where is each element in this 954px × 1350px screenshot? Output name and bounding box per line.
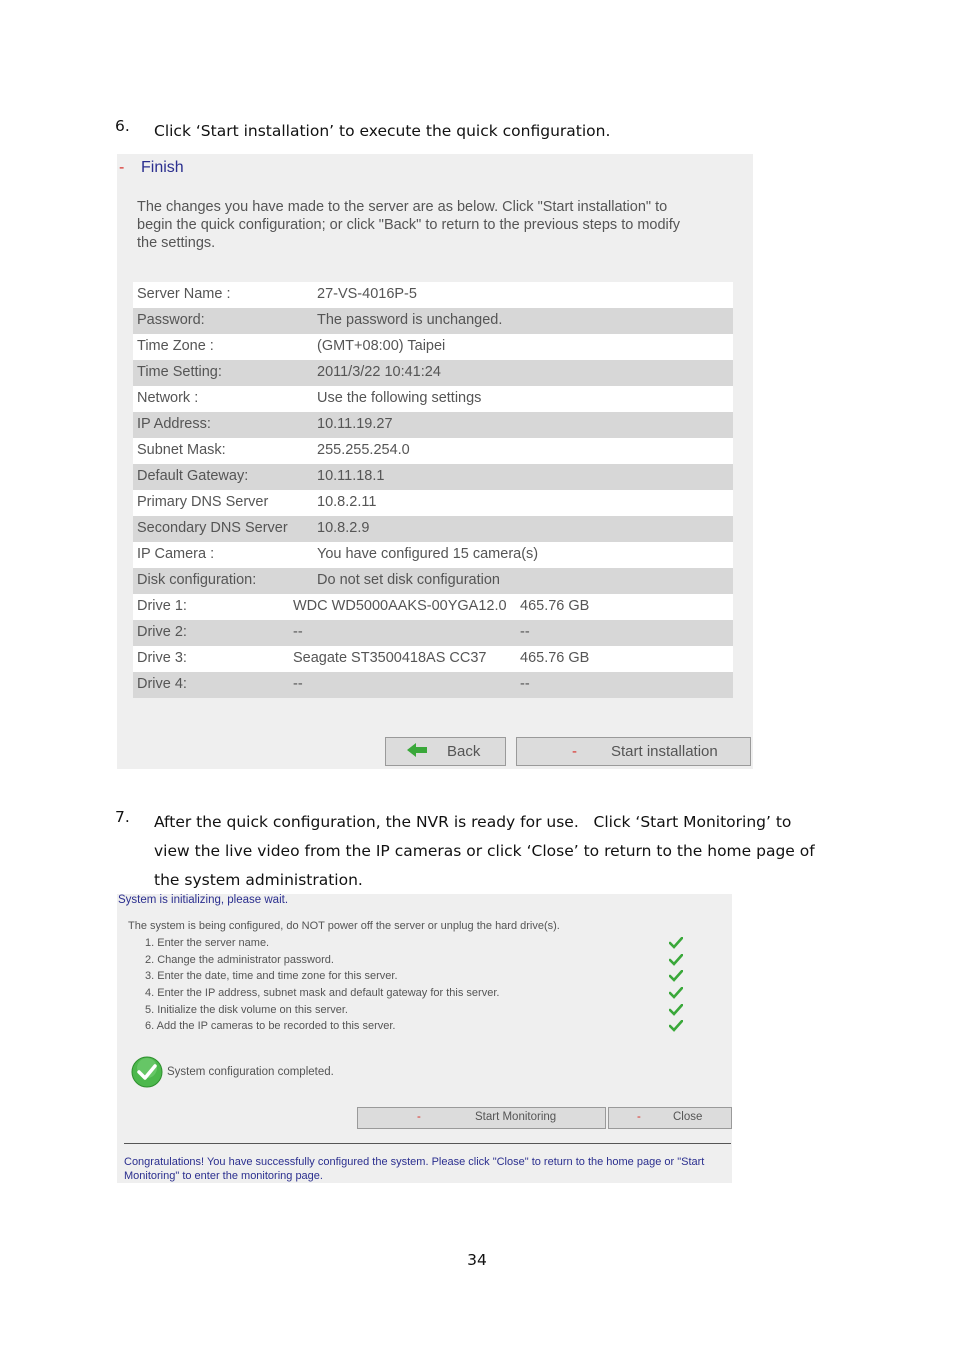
congrats-line: Monitoring" to enter the monitoring page. [124,1170,323,1182]
intro-line: the settings. [137,235,216,251]
table-row [133,412,733,438]
check-icon [669,1004,683,1016]
row-label: Time Setting: [137,364,222,380]
drive-label: Drive 4: [137,676,187,692]
collapse-dash-icon: - [119,159,125,176]
drive-size: 465.76 GB [520,650,590,666]
initializing-screenshot [117,894,732,1183]
item-text: 6. Add the IP cameras to be recorded to this server. [145,1020,396,1033]
drive-size: -- [520,624,530,640]
drive-row [133,672,733,698]
row-label: Primary DNS Server [137,494,269,510]
step-line: Click ‘Start installation’ to execute the quick configuration. [154,122,611,140]
step-line: After the quick configuration, the NVR is ready for use. Click ‘Start Monitoring’ to [154,813,792,831]
step-line: the system administration. [154,871,363,889]
table-row [133,282,733,308]
item-text: 1. Enter the server name. [145,937,270,949]
table-row [133,360,733,386]
dash-icon: - [417,1111,421,1123]
start-monitoring-label: Start Monitoring [475,1111,557,1123]
item-text: 4. Enter the IP address, subnet mask and default gateway for this server. [145,987,500,1000]
step-number: 6. [115,117,130,135]
table-row [133,516,733,542]
finish-intro [137,198,737,252]
check-icon [669,954,683,966]
row-label: Disk configuration: [137,572,257,588]
finish-title: Finish [141,159,184,176]
back-button[interactable] [385,737,506,766]
row-label: Default Gateway: [137,468,249,484]
finish-screenshot [117,154,753,769]
table-row [133,464,733,490]
row-label: Network : [137,390,199,406]
row-value: Do not set disk configuration [317,572,500,588]
drive-size: 465.76 GB [520,598,590,614]
row-label: Server Name : [137,286,231,302]
table-row [133,542,733,568]
check-icon [669,937,683,949]
drive-model: WDC WD5000AAKS-00YGA12.0 [293,598,507,614]
check-icon [669,1020,683,1032]
start-installation-label: Start installation [611,743,718,760]
divider [124,1143,731,1144]
table-row [133,568,733,594]
row-value: 10.8.2.9 [317,520,370,536]
drive-row [133,646,733,672]
row-value: Use the following settings [317,390,482,406]
table-row [133,438,733,464]
page-number: 34 [467,1251,487,1269]
row-label: Time Zone : [137,338,214,354]
step-number: 7. [115,808,130,826]
row-value: The password is unchanged. [317,312,503,328]
drive-label: Drive 2: [137,624,187,640]
drive-size: -- [520,676,530,692]
row-label: IP Camera : [137,546,215,562]
completed-message: System configuration completed. [167,1066,334,1078]
list-item [145,953,690,970]
drive-label: Drive 1: [137,598,187,614]
item-text: 5. Initialize the disk volume on this server. [145,1003,348,1016]
row-value: (GMT+08:00) Taipei [317,338,446,354]
start-monitoring-button[interactable] [357,1107,606,1129]
check-icon [669,987,683,999]
row-value: 10.11.18.1 [317,468,385,484]
row-value: 255.255.254.0 [317,442,410,458]
list-item [145,969,690,986]
back-arrow-icon [406,741,428,759]
close-button[interactable] [608,1107,732,1129]
row-value: 27-VS-4016P-5 [317,286,417,302]
row-label: Subnet Mask: [137,442,226,458]
drive-row [133,594,733,620]
congratulations-message [124,1155,731,1183]
row-value: 10.11.19.27 [317,416,393,432]
item-text: 2. Change the administrator password. [145,953,334,966]
list-item [145,936,690,953]
drive-row [133,620,733,646]
step-text [154,808,815,895]
row-value: 10.8.2.11 [317,494,377,510]
list-item [145,986,690,1003]
completed-check-icon [131,1056,163,1088]
settings-summary-table [133,282,733,698]
power-warning: The system is being configured, do NOT power off the server or unplug the hard drive(s). [128,920,560,932]
row-label: Secondary DNS Server [137,520,288,536]
back-label: Back [447,743,481,760]
item-text: 3. Enter the date, time and time zone for this server. [145,970,398,983]
table-row [133,334,733,360]
check-icon [669,970,683,982]
table-row [133,490,733,516]
table-row [133,386,733,412]
row-label: Password: [137,312,205,328]
drive-label: Drive 3: [137,650,187,666]
intro-line: begin the quick configuration; or click "Back" to return to the previous steps to modify [137,217,681,233]
start-installation-button[interactable] [516,737,751,766]
row-value: You have configured 15 camera(s) [317,546,539,562]
step-text [154,117,610,146]
intro-line: The changes you have made to the server are as below. Click "Start installation" to [137,199,668,215]
drive-model: -- [293,624,303,640]
drive-model: -- [293,676,303,692]
row-label: IP Address: [137,416,211,432]
table-row [133,308,733,334]
list-item [145,1003,690,1020]
config-step-list [145,936,690,1036]
step-line: view the live video from the IP cameras or click ‘Close’ to return to the home page of [154,842,815,860]
list-item [145,1019,690,1036]
congrats-line: Congratulations! You have successfully configured the system. Please click "Close" to return to the home page or "Start [124,1156,705,1168]
dash-icon: - [572,743,577,760]
initializing-status: System is initializing, please wait. [118,894,289,906]
row-value: 2011/3/22 10:41:24 [317,364,441,380]
close-label: Close [673,1111,703,1123]
drive-model: Seagate ST3500418AS CC37 [293,650,487,666]
dash-icon: - [637,1111,641,1123]
